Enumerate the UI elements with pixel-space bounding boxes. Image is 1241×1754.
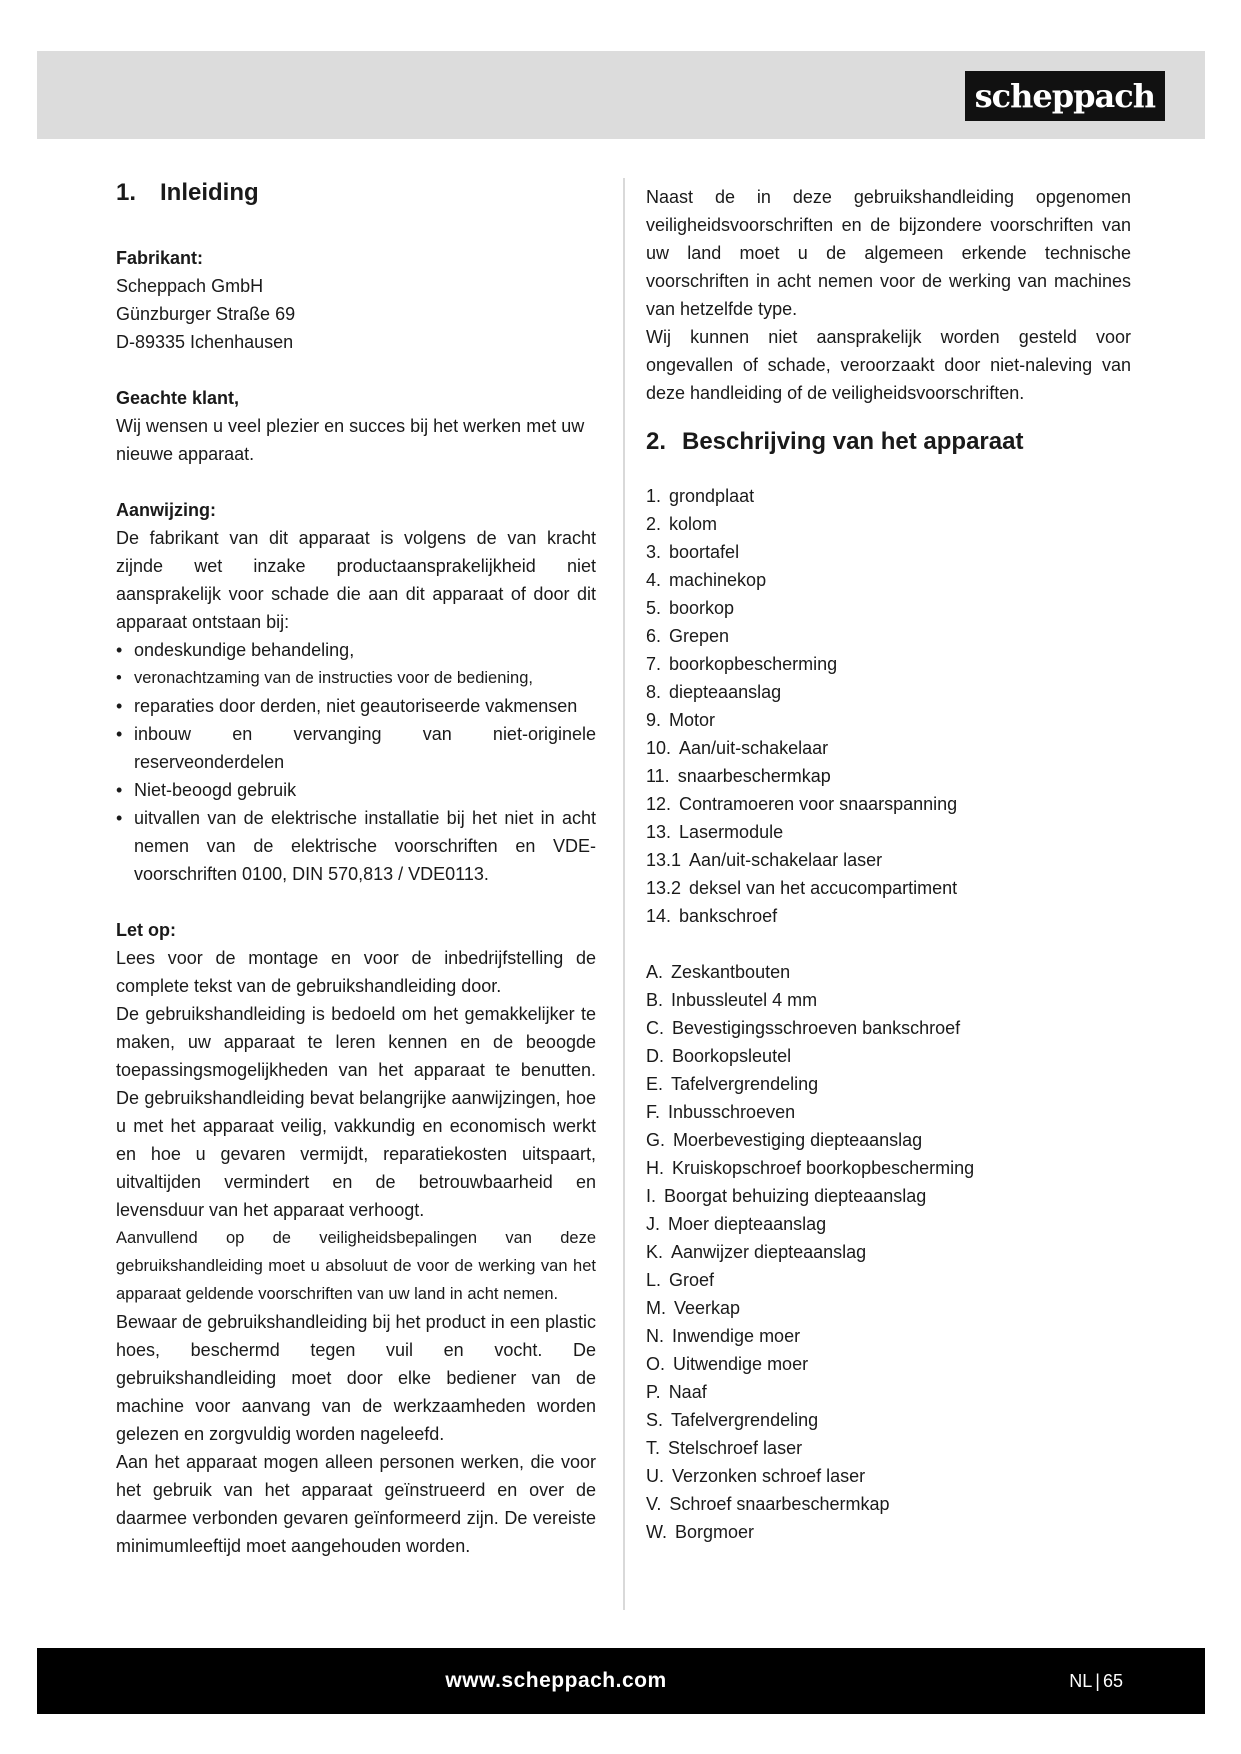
brand-logo: scheppach <box>965 71 1165 121</box>
accessories-list <box>646 958 1131 1546</box>
section-number: 2. <box>646 428 667 455</box>
list-item <box>646 1490 1131 1518</box>
item-label: Moerbevestiging diepteaanslag <box>673 1130 923 1150</box>
list-item <box>646 1182 1131 1210</box>
note-bullet-list <box>116 636 596 888</box>
item-label: boortafel <box>669 542 740 562</box>
attention-paragraph: Bewaar de gebruikshandleiding bij het product in een plastic hoes, beschermd tegen vuil en vocht. De gebruikshandleiding moet door elke bediener van de machine voor aanvang van de werkzaamheden worden gelezen en zorgvuldig worden nageleefd. <box>116 1312 596 1444</box>
list-item <box>646 874 1131 902</box>
list-item <box>646 1238 1131 1266</box>
item-label: Kruiskopschroef boorkopbescherming <box>672 1158 975 1178</box>
item-label: snaarbeschermkap <box>677 766 831 786</box>
item-label: Moer diepteaanslag <box>668 1214 827 1234</box>
item-label: Boorkopsleutel <box>672 1046 792 1066</box>
attention-label: Let op: <box>116 920 176 940</box>
list-item <box>646 1210 1131 1238</box>
item-number: O. <box>646 1354 666 1374</box>
list-item: • uitvallen van de elektrische installatie bij het niet in acht nemen van de elektrische voorschriften en VDE-voorschriften 0100, DIN 570,813 / VDE0113. <box>116 804 596 888</box>
item-number: C. <box>646 1018 664 1038</box>
list-item: • ondeskundige behandeling, <box>116 636 596 664</box>
item-label: Lasermodule <box>679 822 784 842</box>
attention-paragraph: De gebruikshandleiding is bedoeld om het gemakkelijker te maken, uw apparaat te leren kennen en de beoogde toepassingsmogelijkheden van het apparaat te benutten. De gebruikshandleiding bevat belangrijke aanwijzingen, hoe u met het apparaat veilig, vakkundig en economisch werkt en hoe u gevaren vermijdt, reparatiekosten uitspaart, uitvaltijden vermindert en de betrouwbaarheid en levensduur van het apparaat verhoogt. <box>116 1004 596 1220</box>
item-number: B. <box>646 990 664 1010</box>
list-item <box>646 706 1131 734</box>
item-label: boorkop <box>669 598 735 618</box>
parts-list <box>646 482 1131 930</box>
list-item <box>646 846 1131 874</box>
item-number: U. <box>646 1466 664 1486</box>
item-number: 12. <box>646 794 672 814</box>
list-item: • inbouw en vervanging van niet-originele reserveonderdelen <box>116 720 596 776</box>
list-item <box>646 538 1131 566</box>
item-number: 1. <box>646 486 662 506</box>
list-item <box>646 1406 1131 1434</box>
section-number: 1. <box>116 179 137 206</box>
list-item <box>646 1266 1131 1294</box>
item-label: Tafelvergrendeling <box>671 1410 819 1430</box>
item-label: Veerkap <box>674 1298 741 1318</box>
list-item <box>646 986 1131 1014</box>
item-label: Naaf <box>668 1382 707 1402</box>
list-item <box>646 482 1131 510</box>
item-number: F. <box>646 1102 661 1122</box>
list-item <box>646 566 1131 594</box>
list-item <box>646 1518 1131 1546</box>
list-item <box>646 790 1131 818</box>
item-label: Stelschroef laser <box>668 1438 803 1458</box>
note-text: De fabrikant van dit apparaat is volgens de van kracht zijnde wet inzake productaansprakelijkheid niet aansprakelijk voor schade die aan dit apparaat of door dit apparaat ontstaan bij: <box>116 528 596 632</box>
item-number: 2. <box>646 514 662 534</box>
manufacturer-line: Günzburger Straße 69 <box>116 304 296 324</box>
list-item <box>646 1070 1131 1098</box>
item-number: 9. <box>646 710 662 730</box>
item-number: 13.1 <box>646 850 682 870</box>
list-item <box>646 734 1131 762</box>
item-number: V. <box>646 1494 662 1514</box>
list-item: • Niet-beoogd gebruik <box>116 776 596 804</box>
list-item <box>646 622 1131 650</box>
item-number: J. <box>646 1214 661 1234</box>
list-item <box>646 1294 1131 1322</box>
item-number: K. <box>646 1242 664 1262</box>
item-number: 10. <box>646 738 672 758</box>
item-label: machinekop <box>669 570 767 590</box>
list-item: • veronachtzaming van de instructies voor de bediening, <box>116 664 596 692</box>
item-number: L. <box>646 1270 662 1290</box>
list-item <box>646 1154 1131 1182</box>
website-link[interactable]: www.scheppach.com <box>445 1669 667 1692</box>
list-item <box>646 1014 1131 1042</box>
item-number: M. <box>646 1298 666 1318</box>
list-item <box>646 958 1131 986</box>
item-label: Inbusschroeven <box>668 1102 796 1122</box>
list-item <box>646 1350 1131 1378</box>
attention-paragraph: Aanvullend op de veiligheidsbepalingen van deze gebruikshandleiding moet u absoluut de voor de werking van het apparaat geldende voorschriften van uw land in acht nemen. <box>116 1229 596 1303</box>
item-label: diepteaanslag <box>669 682 782 702</box>
list-item <box>646 1462 1131 1490</box>
attention-paragraph: Lees voor de montage en voor de inbedrijfstelling de complete tekst van de gebruikshandleiding door. <box>116 948 596 996</box>
right-column <box>646 183 1131 1546</box>
note-label: Aanwijzing: <box>116 500 216 520</box>
item-label: Boorgat behuizing diepteaanslag <box>664 1186 927 1206</box>
item-label: boorkopbescherming <box>669 654 838 674</box>
item-label: grondplaat <box>669 486 755 506</box>
item-label: Tafelvergrendeling <box>671 1074 819 1094</box>
item-number: 11. <box>646 766 670 786</box>
list-item <box>646 902 1131 930</box>
section-title-description <box>646 427 1131 457</box>
list-item <box>646 762 1131 790</box>
item-label: kolom <box>669 514 718 534</box>
item-number: E. <box>646 1074 664 1094</box>
item-number: 3. <box>646 542 662 562</box>
item-number: T. <box>646 1438 661 1458</box>
item-number: 6. <box>646 626 662 646</box>
column-divider <box>623 178 625 1610</box>
item-label: bankschroef <box>679 906 778 926</box>
item-label: Zeskantbouten <box>671 962 791 982</box>
item-number: S. <box>646 1410 664 1430</box>
list-item <box>646 650 1131 678</box>
item-label: Aan/uit-schakelaar <box>679 738 829 758</box>
intro-paragraph: Naast de in deze gebruikshandleiding opgenomen veiligheidsvoorschriften en de bijzondere voorschriften van uw land moet u de algemeen erkende technische voorschriften in acht nemen voor de werking van machines van hetzelfde type. <box>646 187 1131 319</box>
item-label: Groef <box>669 1270 715 1290</box>
section-title-text: Inleiding <box>160 179 259 206</box>
item-label: Schroef snaarbeschermkap <box>669 1494 890 1514</box>
item-number: D. <box>646 1046 664 1066</box>
item-label: Inbussleutel 4 mm <box>671 990 818 1010</box>
list-item <box>646 1098 1131 1126</box>
list-item <box>646 818 1131 846</box>
list-item <box>646 594 1131 622</box>
item-label: Aan/uit-schakelaar laser <box>689 850 883 870</box>
page-footer <box>37 1648 1205 1714</box>
item-label: Aanwijzer diepteaanslag <box>671 1242 867 1262</box>
list-item: • reparaties door derden, niet geautoriseerde vakmensen <box>116 692 596 720</box>
page-number: 65 <box>1102 1671 1123 1691</box>
item-label: Bevestigingsschroeven bankschroef <box>672 1018 961 1038</box>
section-title-text: Beschrijving van het apparaat <box>682 428 1024 455</box>
list-item <box>646 510 1131 538</box>
list-item <box>646 1322 1131 1350</box>
item-number: H. <box>646 1158 664 1178</box>
manufacturer-line: D-89335 Ichenhausen <box>116 332 294 352</box>
item-number: 13. <box>646 822 672 842</box>
page-indicator <box>1069 1648 1123 1714</box>
item-number: 5. <box>646 598 662 618</box>
left-column <box>116 178 596 1560</box>
item-label: Grepen <box>669 626 730 646</box>
item-label: Verzonken schroef laser <box>672 1466 866 1486</box>
list-item <box>646 678 1131 706</box>
item-label: Motor <box>669 710 716 730</box>
attention-paragraph: Aan het apparaat mogen alleen personen werken, die voor het gebruik van het apparaat geïnstrueerd en over de daarmee verbonden gevaren geïnformeerd zijn. De vereiste minimumleeftijd moet aangehouden worden. <box>116 1452 596 1556</box>
page-header <box>37 51 1205 139</box>
list-item <box>646 1042 1131 1070</box>
list-item <box>646 1378 1131 1406</box>
item-number: N. <box>646 1326 664 1346</box>
intro-paragraph: Wij kunnen niet aansprakelijk worden gesteld voor ongevallen of schade, veroorzaakt door niet-naleving van deze handleiding of de veiligheidsvoorschriften. <box>646 327 1131 403</box>
item-number: 8. <box>646 682 662 702</box>
item-label: Contramoeren voor snaarspanning <box>679 794 958 814</box>
item-number: 14. <box>646 906 672 926</box>
list-item <box>646 1434 1131 1462</box>
item-label: Inwendige moer <box>672 1326 801 1346</box>
item-number: 13.2 <box>646 878 682 898</box>
greeting-label: Geachte klant, <box>116 388 240 408</box>
greeting-text: Wij wensen u veel plezier en succes bij het werken met uw nieuwe apparaat. <box>116 416 585 464</box>
item-number: I. <box>646 1186 657 1206</box>
item-label: deksel van het accucompartiment <box>689 878 958 898</box>
item-label: Borgmoer <box>675 1522 755 1542</box>
section-title-introduction <box>116 178 596 208</box>
manufacturer-line: Scheppach GmbH <box>116 276 264 296</box>
item-number: W. <box>646 1522 667 1542</box>
item-number: G. <box>646 1130 666 1150</box>
item-number: A. <box>646 962 664 982</box>
item-number: P. <box>646 1382 661 1402</box>
item-label: Uitwendige moer <box>673 1354 809 1374</box>
separator: | <box>1095 1671 1100 1691</box>
item-number: 4. <box>646 570 662 590</box>
language-code: NL <box>1069 1671 1093 1691</box>
item-number: 7. <box>646 654 662 674</box>
list-item <box>646 1126 1131 1154</box>
manufacturer-label: Fabrikant: <box>116 248 204 268</box>
